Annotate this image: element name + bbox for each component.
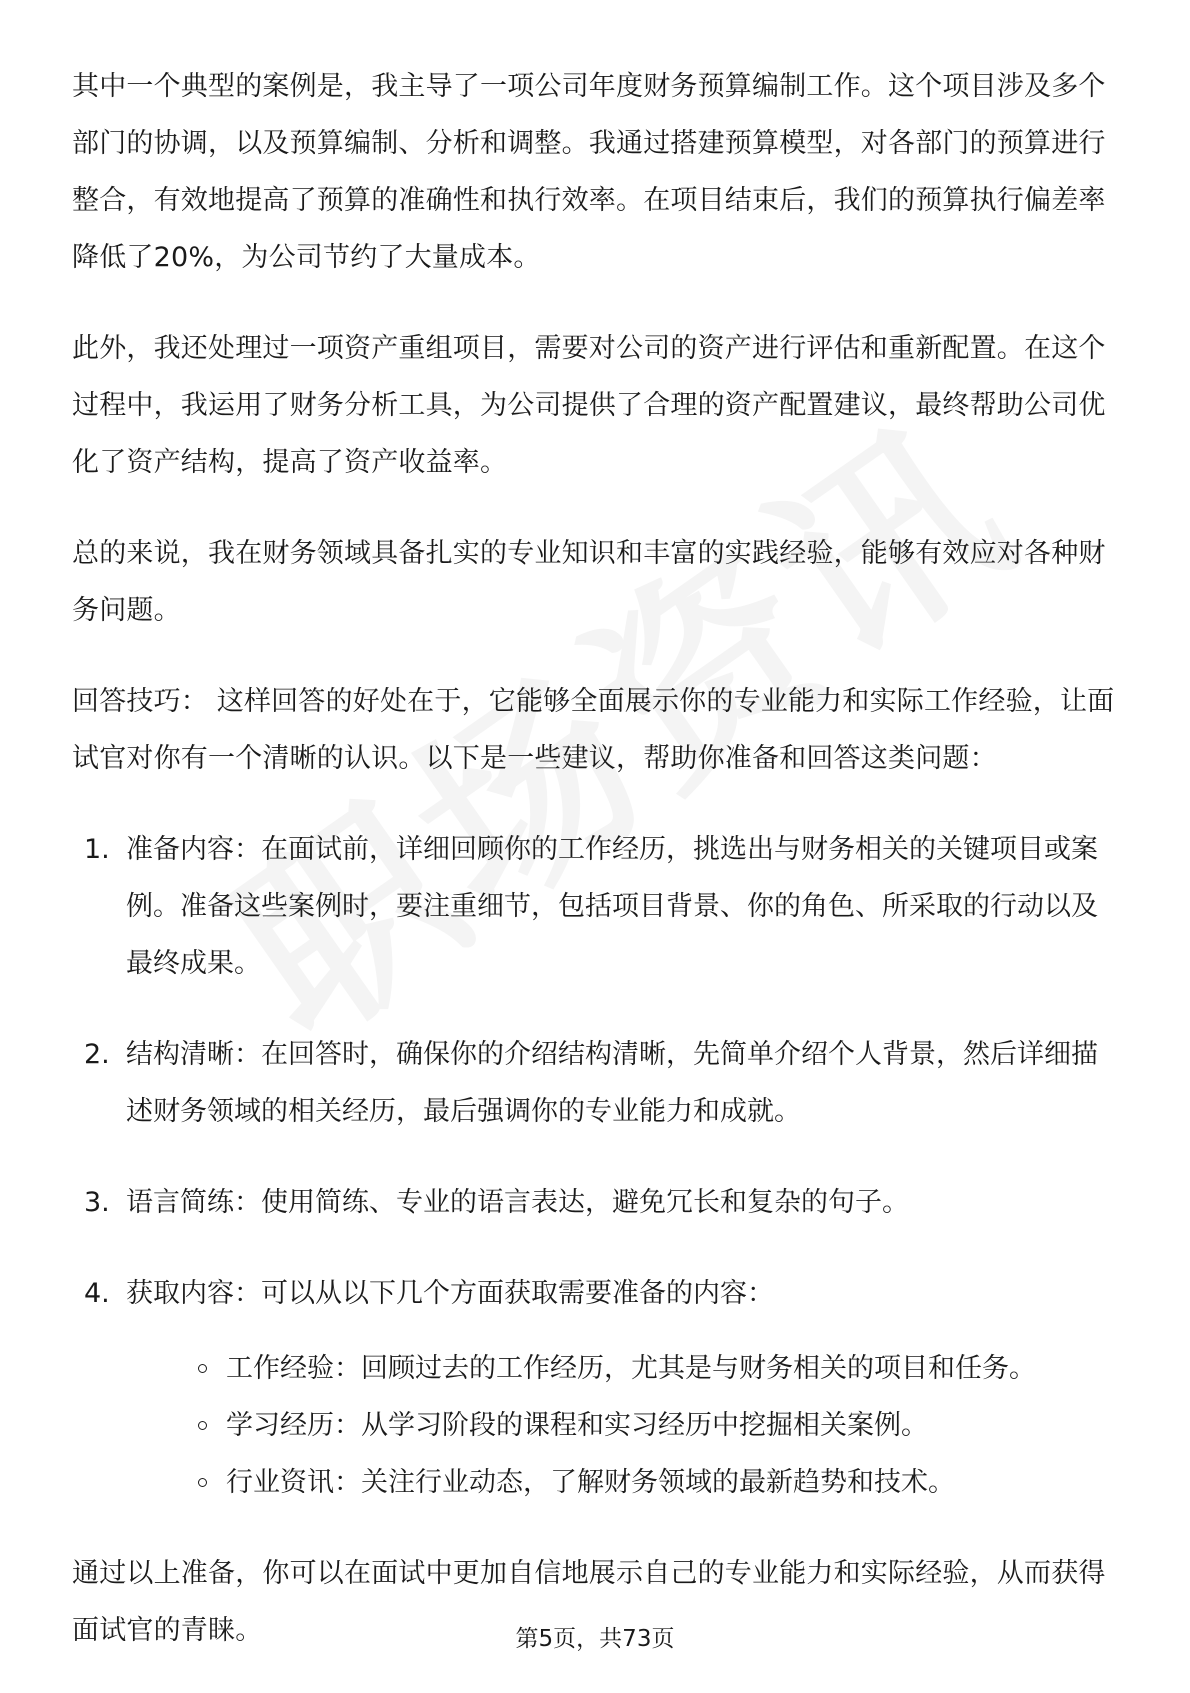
paragraph-summary: 总的来说，我在财务领域具备扎实的专业知识和丰富的实践经验，能够有效应对各种财务问题。	[72, 538, 1106, 626]
list-number: 3.	[84, 1187, 110, 1218]
list-item-text: 结构清晰：在回答时，确保你的介绍结构清晰，先简单介绍个人背景，然后详细描述财务领域的相关经历，最后强调你的专业能力和成就。	[126, 1039, 1098, 1127]
paragraph-closing: 通过以上准备，你可以在面试中更加自信地展示自己的专业能力和实际经验，从而获得面试官的青睐。	[72, 1558, 1106, 1646]
page-number: 第5页，共73页	[515, 1626, 675, 1652]
sub-list	[126, 1340, 1122, 1511]
list-item	[72, 1026, 1122, 1140]
list-number: 1.	[84, 834, 110, 865]
sub-list-item-text: 学习经历：从学习阶段的课程和实习经历中挖掘相关案例。	[226, 1410, 928, 1441]
list-item	[72, 1174, 1122, 1231]
sub-list-item-text: 行业资讯：关注行业动态，了解财务领域的最新趋势和技术。	[226, 1467, 955, 1498]
sub-list-item-text: 工作经验：回顾过去的工作经历，尤其是与财务相关的项目和任务。	[226, 1353, 1036, 1384]
paragraph-case-budget: 其中一个典型的案例是，我主导了一项公司年度财务预算编制工作。这个项目涉及多个部门的协调，以及预算编制、分析和调整。我通过搭建预算模型，对各部门的预算进行整合，有效地提高了预算的准确性和执行效率。在项目结束后，我们的预算执行偏差率降低了20%，为公司节约了大量成本。	[72, 71, 1106, 273]
list-item-text: 准备内容：在面试前，详细回顾你的工作经历，挑选出与财务相关的关键项目或案例。准备这些案例时，要注重细节，包括项目背景、你的角色、所采取的行动以及最终成果。	[126, 834, 1098, 979]
tips-list	[72, 821, 1122, 1511]
list-number: 4.	[84, 1278, 110, 1309]
sub-list-item	[176, 1397, 1122, 1454]
sub-list-item	[176, 1340, 1122, 1397]
circle-bullet-icon	[198, 1364, 207, 1373]
document-body	[72, 58, 1122, 1693]
list-item	[72, 1265, 1122, 1511]
list-item	[72, 821, 1122, 992]
circle-bullet-icon	[198, 1478, 207, 1487]
list-number: 2.	[84, 1039, 110, 1070]
list-item-text: 获取内容：可以从以下几个方面获取需要准备的内容：	[126, 1278, 774, 1309]
circle-bullet-icon	[198, 1421, 207, 1430]
list-item-text: 语言简练：使用简练、专业的语言表达，避免冗长和复杂的句子。	[126, 1187, 909, 1218]
paragraph-answer-tips: 回答技巧： 这样回答的好处在于，它能够全面展示你的专业能力和实际工作经验，让面试官对你有一个清晰的认识。以下是一些建议，帮助你准备和回答这类问题：	[72, 686, 1115, 774]
sub-list-item	[176, 1454, 1122, 1511]
paragraph-asset-restructuring: 此外，我还处理过一项资产重组项目，需要对公司的资产进行评估和重新配置。在这个过程中，我运用了财务分析工具，为公司提供了合理的资产配置建议，最终帮助公司优化了资产结构，提高了资产收益率。	[72, 333, 1106, 478]
